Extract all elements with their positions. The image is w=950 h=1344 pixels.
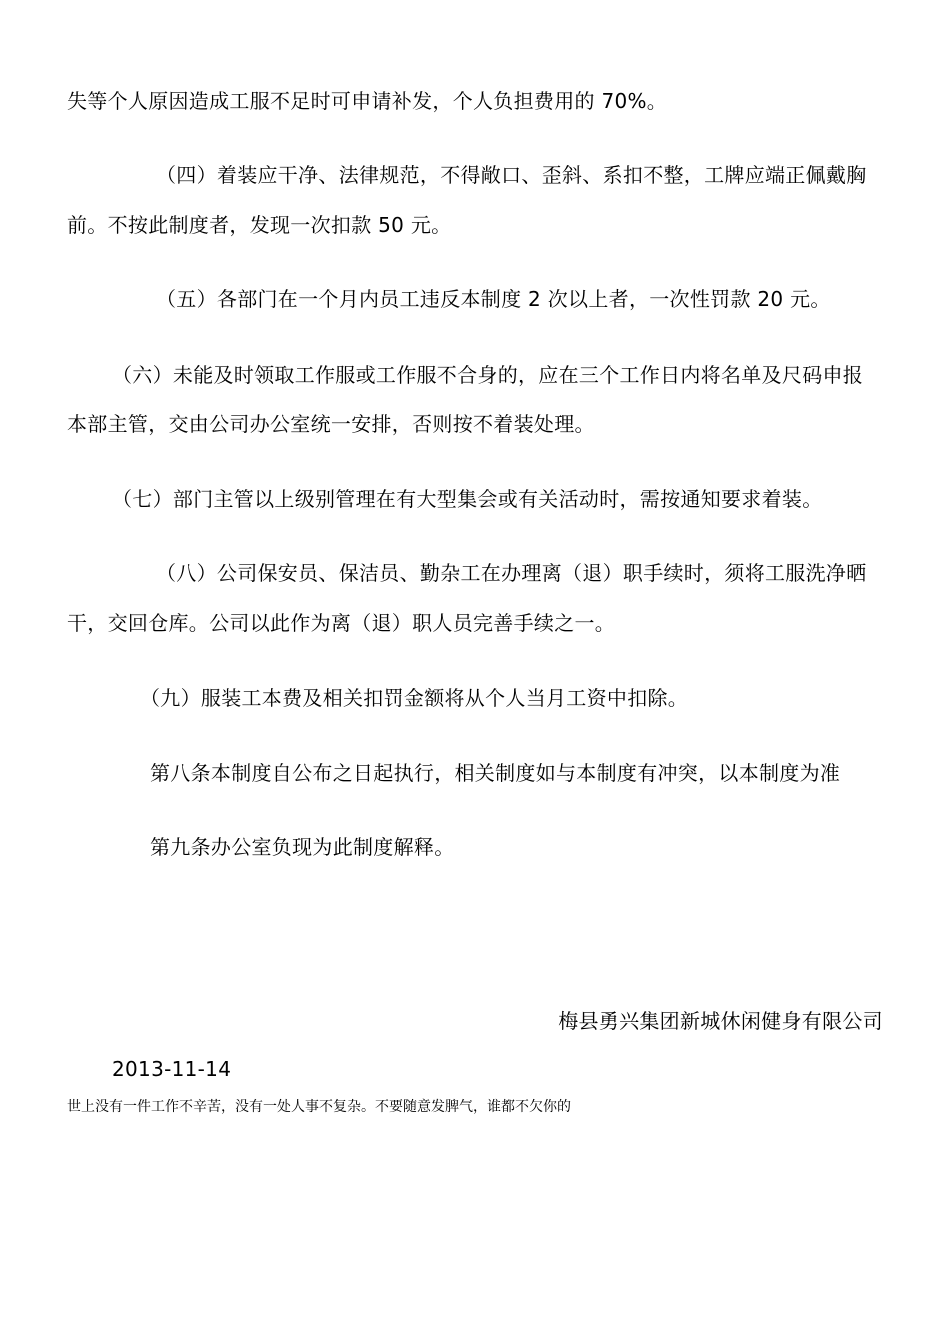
- paragraph-line: 本部主管，交由公司办公室统一安排，否则按不着装处理。: [67, 412, 595, 436]
- footer-note: 世上没有一件工作不辛苦，没有一处人事不复杂。不要随意发脾气，谁都不欠你的: [67, 1099, 571, 1115]
- paragraph-line: （四）着装应干净、法律规范，不得敞口、歪斜、系扣不整，工牌应端正佩戴胸: [156, 163, 867, 187]
- paragraph-line: （八）公司保安员、保洁员、勤杂工在办理离（退）职手续时，须将工服洗净晒: [156, 561, 867, 585]
- company-signature: 梅县勇兴集团新城休闲健身有限公司: [558, 1009, 883, 1033]
- paragraph-line: 干，交回仓库。公司以此作为离（退）职人员完善手续之一。: [67, 611, 616, 635]
- paragraph-line: （九）服装工本费及相关扣罚金额将从个人当月工资中扣除。: [140, 686, 689, 710]
- article-eight: 第八条本制度自公布之日起执行，相关制度如与本制度有冲突，以本制度为准: [150, 761, 841, 785]
- paragraph-line: （六）未能及时领取工作服或工作服不合身的，应在三个工作日内将名单及尺码申报: [112, 363, 864, 387]
- article-nine: 第九条办公室负现为此制度解释。: [150, 835, 455, 859]
- paragraph-line: （五）各部门在一个月内员工违反本制度 2 次以上者，一次性罚款 20 元。: [156, 287, 831, 311]
- paragraph-line: 前。不按此制度者，发现一次扣款 50 元。: [67, 213, 452, 237]
- paragraph-line: （七）部门主管以上级别管理在有大型集会或有关活动时，需按通知要求着装。: [112, 487, 823, 511]
- paragraph-line: 失等个人原因造成工服不足时可申请补发，个人负担费用的 70%。: [67, 89, 668, 113]
- document-date: 2013-11-14: [112, 1057, 232, 1081]
